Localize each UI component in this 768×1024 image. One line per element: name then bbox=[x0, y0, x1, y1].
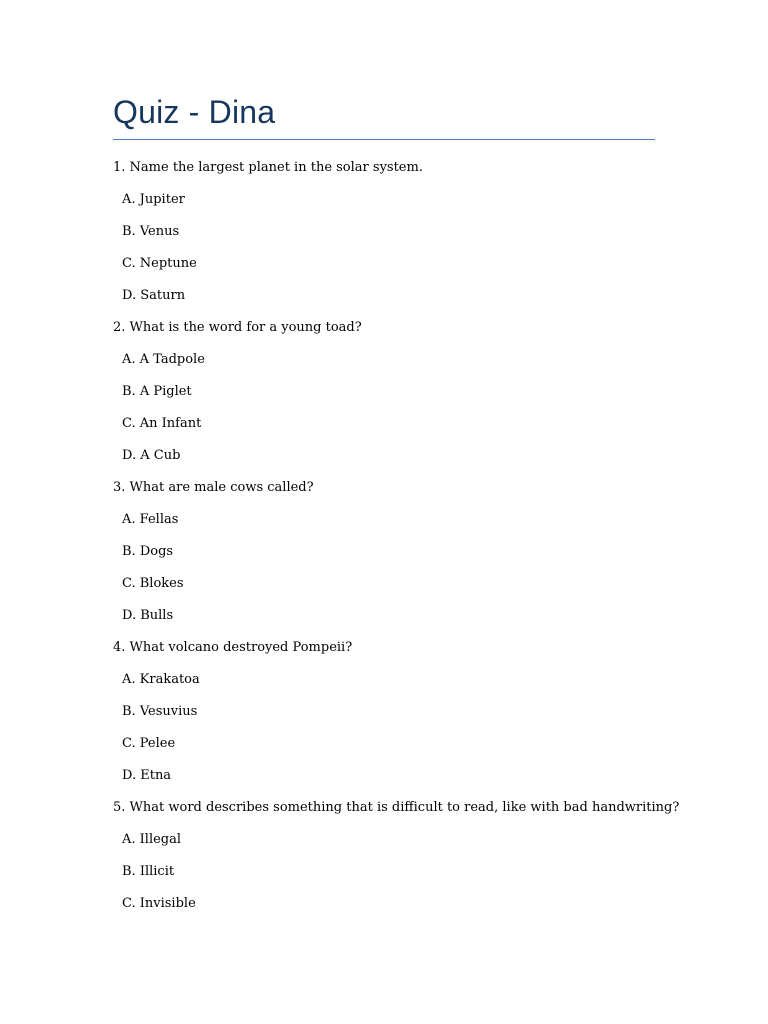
question-1-option-b: B. Venus bbox=[122, 224, 180, 239]
question-4-option-a: A. Krakatoa bbox=[122, 672, 200, 687]
question-2-option-a: A. A Tadpole bbox=[122, 352, 205, 367]
question-3-option-a: A. Fellas bbox=[122, 512, 179, 527]
quiz-content bbox=[113, 152, 680, 920]
question-2-option-d: D. A Cub bbox=[122, 448, 181, 463]
title-divider bbox=[113, 139, 655, 140]
question-3-option-c: C. Blokes bbox=[122, 576, 184, 591]
question-5-option-a: A. Illegal bbox=[122, 832, 182, 847]
question-5: 5. What word describes something that is difficult to read, like with bad handwriting? bbox=[113, 800, 680, 815]
question-2-option-c: C. An Infant bbox=[122, 416, 202, 431]
question-4: 4. What volcano destroyed Pompeii? bbox=[113, 640, 353, 655]
question-2-option-b: B. A Piglet bbox=[122, 384, 192, 399]
question-4-option-c: C. Pelee bbox=[122, 736, 176, 751]
question-1: 1. Name the largest planet in the solar system. bbox=[113, 160, 423, 175]
question-3: 3. What are male cows called? bbox=[113, 480, 314, 495]
question-2: 2. What is the word for a young toad? bbox=[113, 320, 362, 335]
question-3-option-b: B. Dogs bbox=[122, 544, 174, 559]
question-3-option-d: D. Bulls bbox=[122, 608, 174, 623]
page-title: Quiz - Dina bbox=[113, 94, 276, 130]
question-1-option-a: A. Jupiter bbox=[122, 192, 185, 207]
question-4-option-b: B. Vesuvius bbox=[122, 704, 198, 719]
question-1-option-c: C. Neptune bbox=[122, 256, 197, 271]
question-1-option-d: D. Saturn bbox=[122, 288, 186, 303]
question-5-option-c: C. Invisible bbox=[122, 896, 196, 911]
question-5-option-b: B. Illicit bbox=[122, 864, 175, 879]
question-4-option-d: D. Etna bbox=[122, 768, 172, 783]
